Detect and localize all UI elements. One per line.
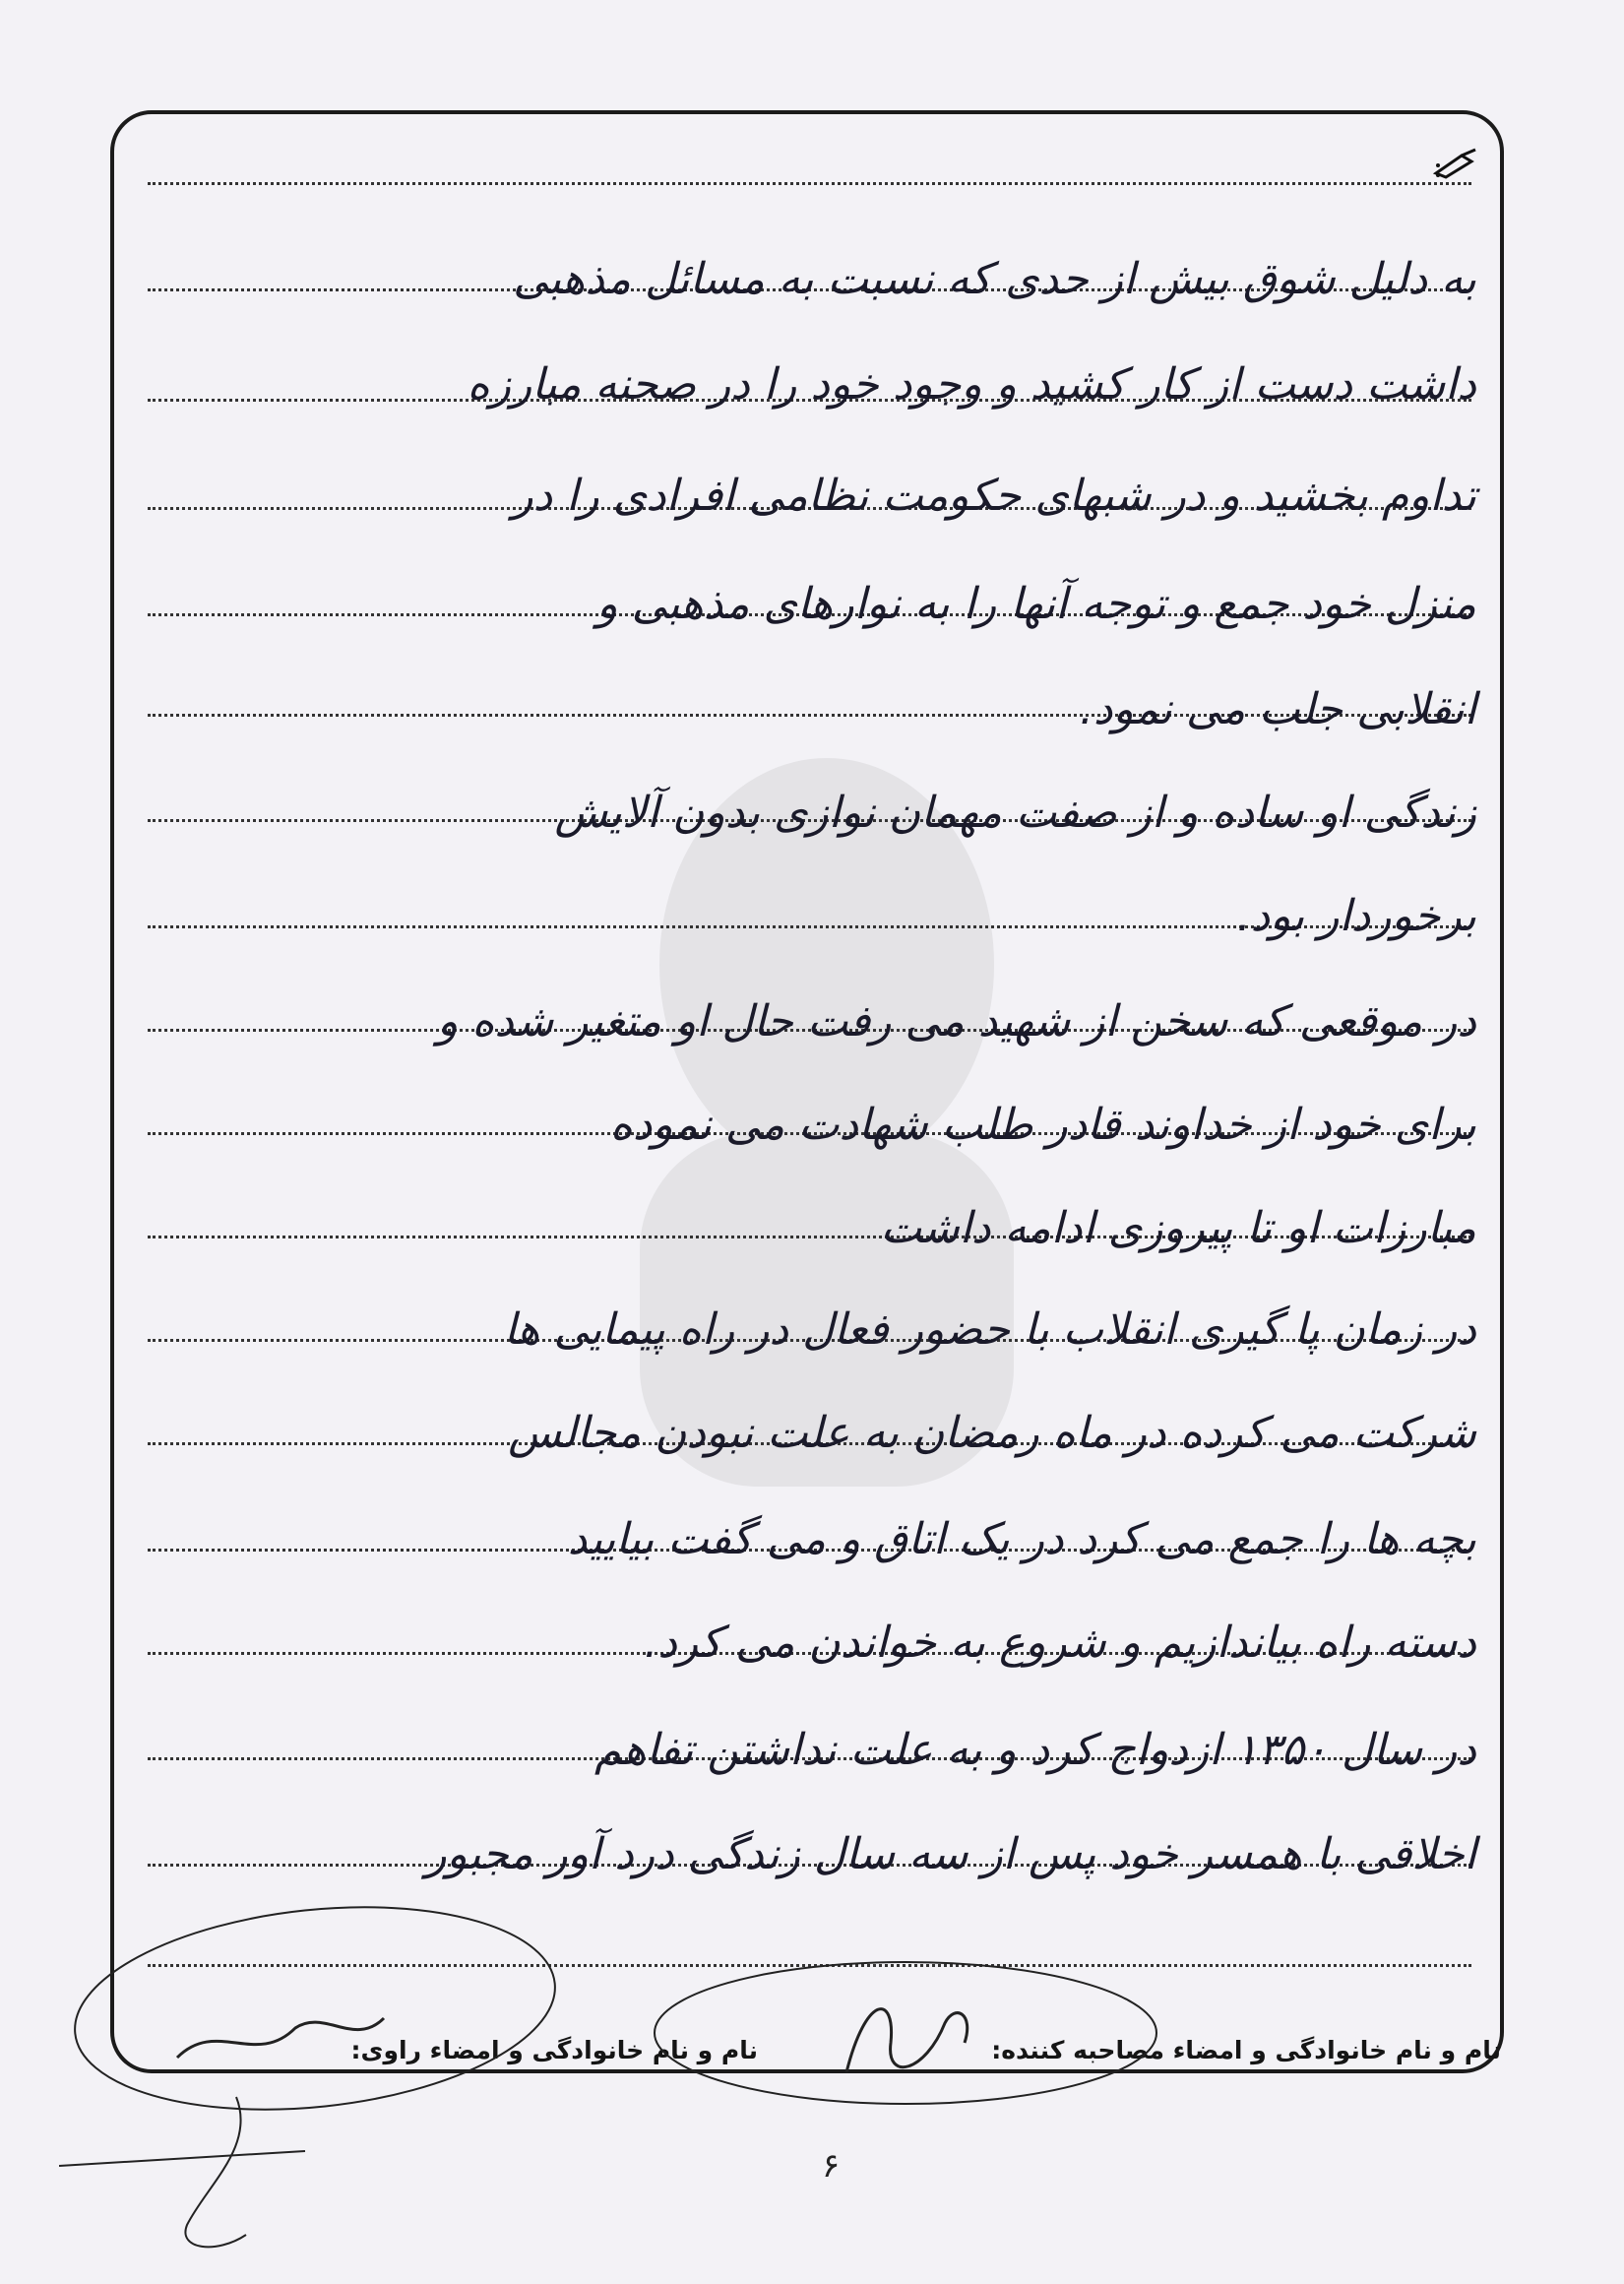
narrator-signature-label: نام و نام خانوادگی و امضاء راوی: [350, 2036, 758, 2064]
handwritten-line: زندگی او ساده و از صفت مهمان نوازی بدون آلایش [554, 788, 1476, 838]
page-number: ۶ [822, 2146, 841, 2186]
handwritten-line: دسته راه بیاندازیم و شروع به خواندن می کرد. [644, 1618, 1476, 1668]
handwritten-line: بچه ها را جمع می کرد در یک اتاق و می گفت بیایید [567, 1514, 1476, 1564]
handwritten-line: در سال ۱۳۵۰ ازدواج کرد و به علت نداشتن تفاهم [594, 1725, 1476, 1775]
pen-writing-icon [1432, 148, 1481, 181]
handwritten-line: در زمان پا گیری انقلاب با حضور فعال در راه پیمایی ها [503, 1304, 1476, 1355]
handwritten-line: مبارزات او تا پیروزی ادامه داشت [880, 1203, 1476, 1253]
handwritten-line: به دلیل شوق بیش از حدی که نسبت به مسائل مذهبی [513, 254, 1476, 304]
narrator-signature [59, 1900, 571, 2274]
handwritten-line: داشت دست از کار کشید و وجود خود را در صحنه مبارزه [467, 359, 1476, 410]
handwritten-line: اخلاقی با همسر خود پس از سه سال زندگی درد آور مجبور [425, 1829, 1476, 1879]
handwritten-line: در موقعی که سخن از شهید می رفت حال او متغیر شده و [437, 996, 1476, 1047]
interviewer-signature [650, 1954, 1161, 2112]
handwritten-line: انقلابی جلب می نمود. [1079, 684, 1476, 734]
interviewer-signature-label: نام و نام خانوادگی و امضاء مصاحبه کننده: [991, 2036, 1501, 2064]
ruled-line [148, 182, 1471, 185]
handwritten-line: منزل خود جمع و توجه آنها را به نوارهای مذهبی و [596, 579, 1476, 629]
handwritten-line: برای خود از خداوند قادر طلب شهادت می نموده [609, 1100, 1476, 1150]
handwritten-line: تداوم بخشید و در شبهای حکومت نظامی افرادی را در [512, 471, 1476, 521]
handwritten-line: شرکت می کرده در ماه رمضان به علت نبودن مجالس [508, 1408, 1476, 1458]
handwritten-line: برخوردار بود. [1236, 891, 1476, 941]
